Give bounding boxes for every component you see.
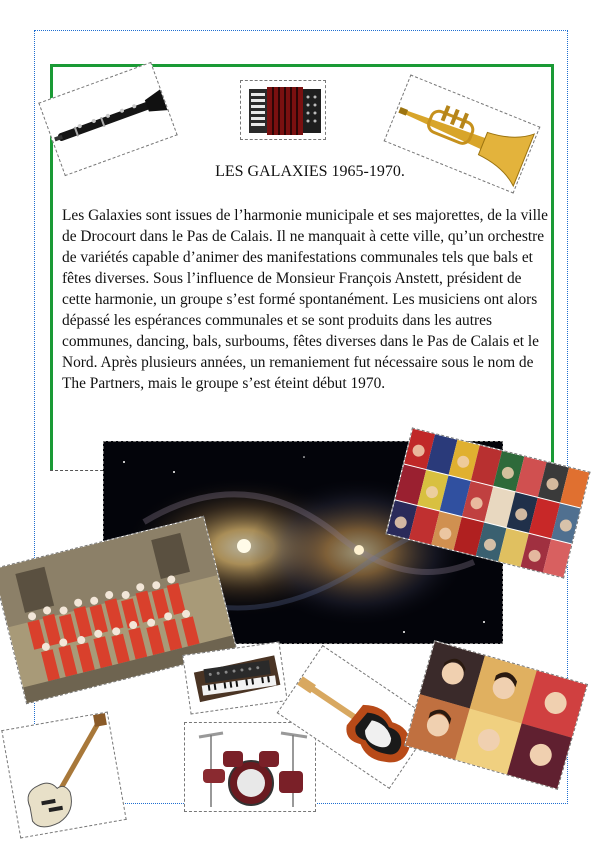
drum-kit-image [184,722,316,812]
page-title: LES GALAXIES 1965-1970. [215,163,405,180]
accordion-icon [241,81,326,140]
electric-guitar-icon [2,712,126,838]
accordion-image [240,80,326,140]
bass-guitar-image [1,711,126,838]
drum-kit-icon [185,723,316,812]
body-paragraph: Les Galaxies sont issues de l’harmonie municipale et ses majorettes, de la ville de Drocourt dans le Pas de Calais. Il ne manquait à cette ville, qu’un orchestre de variétés capable d’animer des manifestations communales tels que bals et fêtes diverses. Sous l’influence de Monsieur François Anstett, président de cette harmonie, un groupe s’est formé spontanément. Les musiciens ont alors dépassé les espérances communales et se sont produits dans les autres communes, dancing, bals, surboums, fêtes diverses dans le Pas de Calais et le Nord. Après plusieurs années, un remaniement fut nécessaire sous le nom de The Partners, mais le groupe s’est éteint début 1970. [62,207,548,392]
